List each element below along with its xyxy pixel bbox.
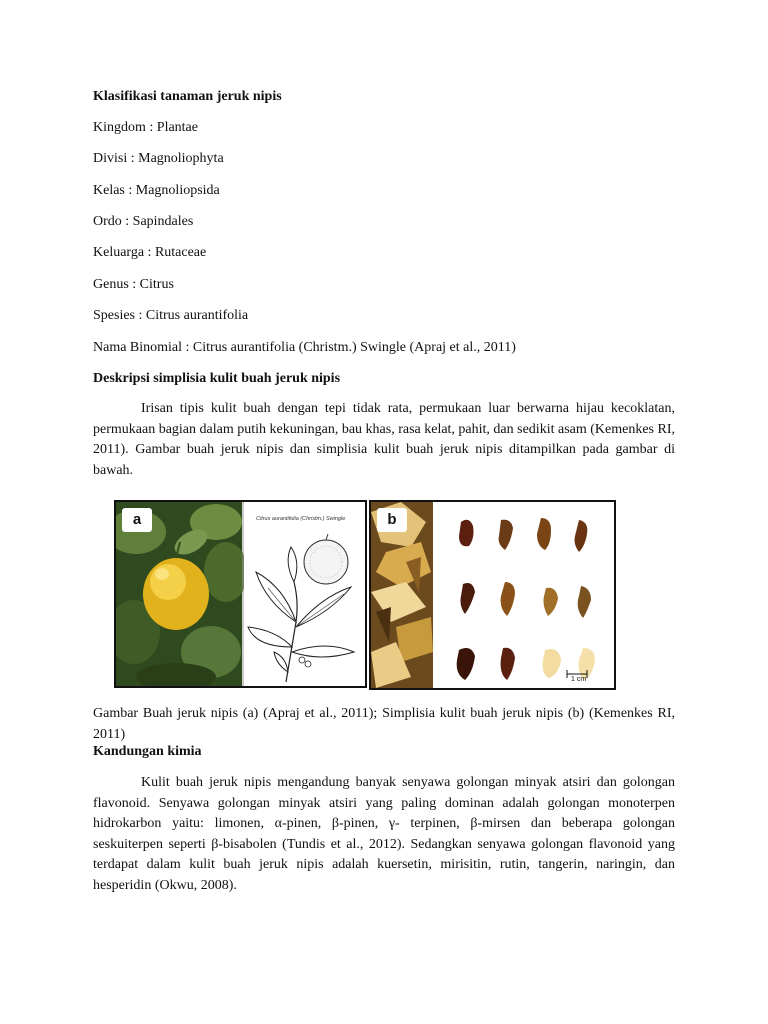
figure-jeruk-nipis [114,500,616,690]
paragraph-kandungan-text: Kulit buah jeruk nipis mengandung banyak senyawa golongan minyak atsiri dan golongan flavonoid. Senyawa golongan minyak atsiri yang paling dominan adalah golongan monoterpen hidrokarbon yaitu: limonen, α-pinen, β-pinen, γ- terpinen, β-mirsen dan beberapa golongan seskuiterpen seperti β-bisabolen (Tundis et al., 2012). Sedangkan senyawa golongan flavonoid yang terdapat dalam kulit buah jeruk nipis adalah kuersetin, mirisitin, rutin, tangerin, naringin, dan hesperidin (Okwu, 2008). [93,775,675,893]
panel-a-label: a [122,508,152,532]
classification-nama-binomial: Nama Binomial : Citrus aurantifolia (Christm.) Swingle (Apraj et al., 2011) [93,340,516,355]
classification-kelas: Kelas : Magnoliopsida [93,183,220,198]
figure-panel-a [114,500,367,688]
heading-deskripsi: Deskripsi simplisia kulit buah jeruk nipis [93,371,341,386]
heading-klasifikasi: Klasifikasi tanaman jeruk nipis [93,89,282,104]
paragraph-kandungan [93,773,675,896]
classification-spesies: Spesies : Citrus aurantifolia [93,308,249,323]
lime-photo-and-drawing [116,502,365,686]
drawing-caption: Citrus aurantifolia (Christm.) Swingle [256,516,346,522]
figure-caption: Gambar Buah jeruk nipis (a) (Apraj et al., 2011); Simplisia kulit buah jeruk nipis (b) (Kemenkes RI, 2011) [93,706,675,742]
classification-genus: Genus : Citrus [93,277,174,292]
dried-peel-photo [371,502,614,688]
classification-kingdom: Kingdom : Plantae [93,120,198,135]
paragraph-deskripsi-text: Irisan tipis kulit buah dengan tepi tidak rata, permukaan luar berwarna hijau kecoklatan, permukaan bagian dalam putih kekuningan, bau khas, rasa kelat, pahit, dan sedikit asam (Kemenkes RI, 2011). Gambar buah jeruk nipis dan simplisia kulit buah jeruk nipis ditampilkan pada gambar di bawah. [93,401,675,478]
figure-panel-b [369,500,616,690]
panel-b-label: b [377,508,407,532]
classification-ordo: Ordo : Sapindales [93,214,194,229]
paragraph-deskripsi [93,399,675,481]
scale-bar-label: 1 cm [571,676,587,683]
classification-keluarga: Keluarga : Rutaceae [93,245,207,260]
heading-kandungan: Kandungan kimia [93,744,202,759]
classification-divisi: Divisi : Magnoliophyta [93,151,224,166]
